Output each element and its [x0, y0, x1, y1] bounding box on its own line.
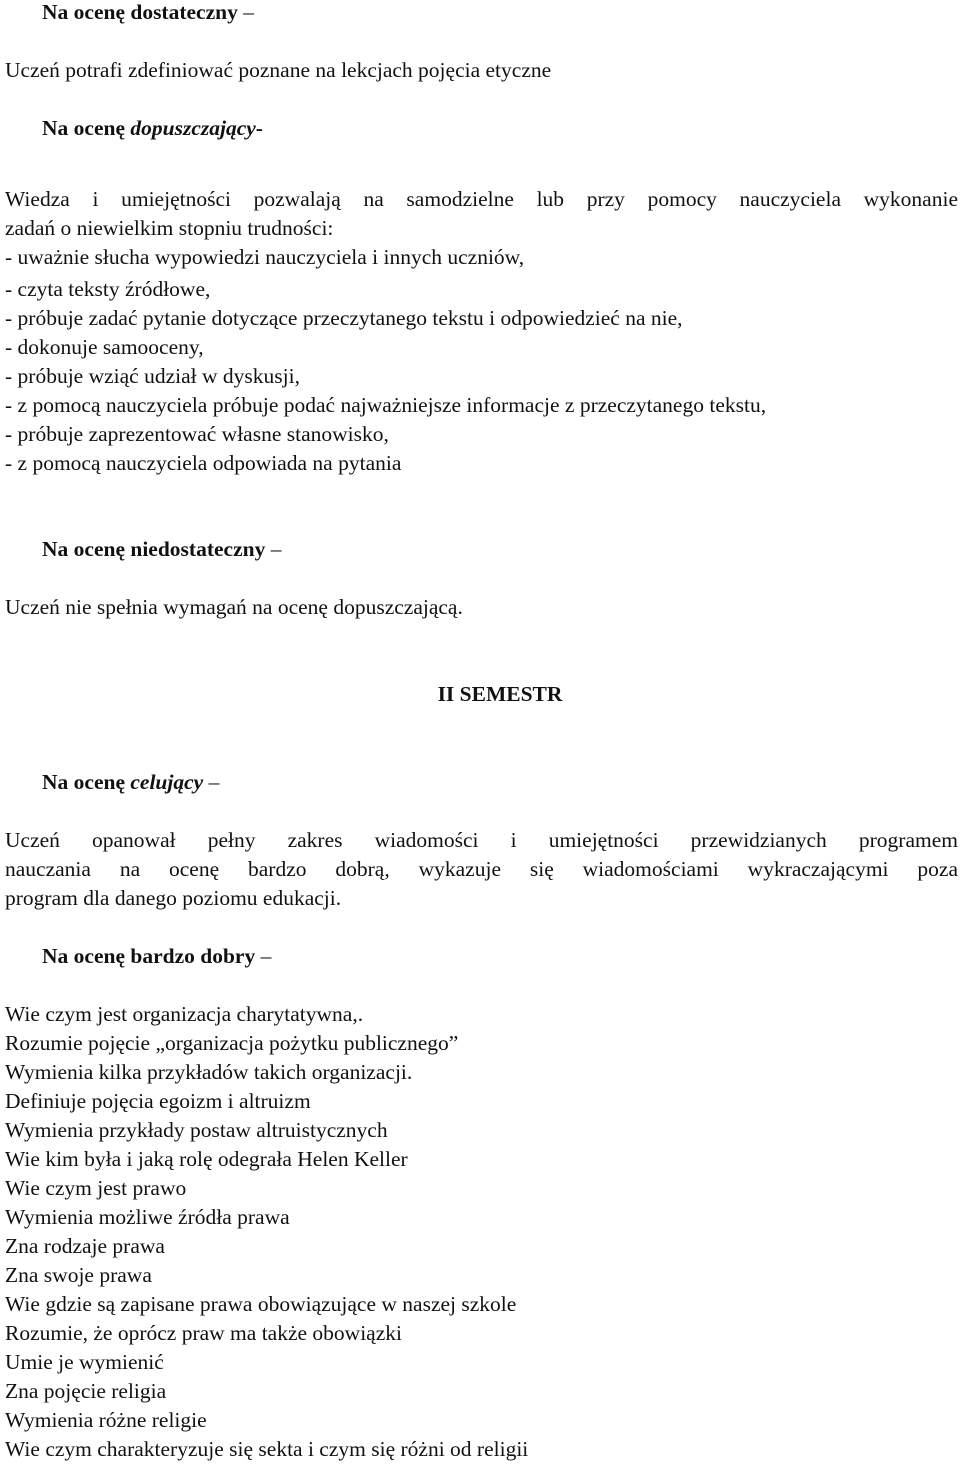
heading-dopuszczajacy-grade: dopuszczający — [130, 116, 256, 140]
list-item: Wymienia przykłady postaw altruistycznych — [5, 1118, 388, 1142]
list-item: Wymienia kilka przykładów takich organizacji. — [5, 1060, 413, 1084]
celujacy-line2: nauczania na ocenę bardzo dobrą, wykazuje się wiadomościami wykraczającymi poza — [5, 857, 958, 881]
list-item: Rozumie, że oprócz praw ma także obowiązki — [5, 1321, 402, 1345]
heading-dash: – — [255, 944, 272, 968]
heading-dostateczny-label: Na ocenę dostateczny — [42, 0, 238, 24]
list-item: Wymienia różne religie — [5, 1408, 207, 1432]
list-item: - z pomocą nauczyciela odpowiada na pytania — [5, 451, 402, 475]
heading-dostateczny — [42, 0, 254, 27]
list-item: - czyta teksty źródłowe, — [5, 277, 211, 301]
list-item: Rozumie pojęcie „organizacja pożytku publicznego” — [5, 1031, 459, 1055]
list-item: - próbuje zadać pytanie dotyczące przeczytanego tekstu i odpowiedzieć na nie, — [5, 306, 683, 330]
dopuszczajacy-intro-line2: zadań o niewielkim stopniu trudności: — [5, 216, 334, 240]
dostateczny-text: Uczeń potrafi zdefiniować poznane na lekcjach pojęcia etyczne — [5, 58, 552, 82]
heading-bardzo-dobry-label: Na ocenę bardzo dobry — [42, 944, 256, 968]
list-item: Wie gdzie są zapisane prawa obowiązujące w naszej szkole — [5, 1292, 517, 1316]
heading-celujacy-prefix: Na ocenę — [42, 770, 131, 794]
list-item: Wie czym jest prawo — [5, 1176, 187, 1200]
list-item: Umie je wymienić — [5, 1350, 164, 1374]
heading-dash: – — [203, 770, 220, 794]
list-item: - próbuje wziąć udział w dyskusji, — [5, 364, 300, 388]
list-item: Definiuje pojęcia egoizm i altruizm — [5, 1089, 311, 1113]
heading-celujacy-grade: celujący — [130, 770, 204, 794]
celujacy-line1: Uczeń opanował pełny zakres wiadomości i umiejętności przewidzianych programem — [5, 828, 958, 852]
celujacy-line3: program dla danego poziomu edukacji. — [5, 886, 342, 910]
list-item: - z pomocą nauczyciela próbuje podać najważniejsze informacje z przeczytanego tekstu, — [5, 393, 767, 417]
list-item: Wie kim była i jaką rolę odegrała Helen Keller — [5, 1147, 408, 1171]
heading-celujacy — [42, 768, 219, 797]
list-item: Zna pojęcie religia — [5, 1379, 167, 1403]
heading-dopuszczajacy-prefix: Na ocenę — [42, 116, 131, 140]
heading-bardzo-dobry — [42, 942, 271, 971]
list-item: Zna swoje prawa — [5, 1263, 152, 1287]
niedostateczny-text: Uczeń nie spełnia wymagań na ocenę dopuszczającą. — [5, 595, 463, 619]
heading-niedostateczny — [42, 535, 281, 564]
list-item: - próbuje zaprezentować własne stanowisko, — [5, 422, 389, 446]
heading-dash: – — [265, 537, 282, 561]
list-item: - dokonuje samooceny, — [5, 335, 204, 359]
list-item: Zna rodzaje prawa — [5, 1234, 165, 1258]
list-item: Wie czym jest organizacja charytatywna,. — [5, 1002, 364, 1026]
list-item: Wymienia możliwe źródła prawa — [5, 1205, 290, 1229]
list-item: Wie czym charakteryzuje się sekta i czym się różni od religii — [5, 1437, 529, 1461]
heading-dash: – — [237, 0, 254, 24]
heading-dash: - — [255, 116, 263, 140]
heading-dopuszczajacy — [42, 114, 263, 143]
semester-title: II SEMESTR — [437, 682, 563, 706]
heading-niedostateczny-label: Na ocenę niedostateczny — [42, 537, 266, 561]
list-item: - uważnie słucha wypowiedzi nauczyciela i innych uczniów, — [5, 245, 525, 269]
dopuszczajacy-intro-line1: Wiedza i umiejętności pozwalają na samodzielne lub przy pomocy nauczyciela wykonanie — [5, 187, 958, 211]
